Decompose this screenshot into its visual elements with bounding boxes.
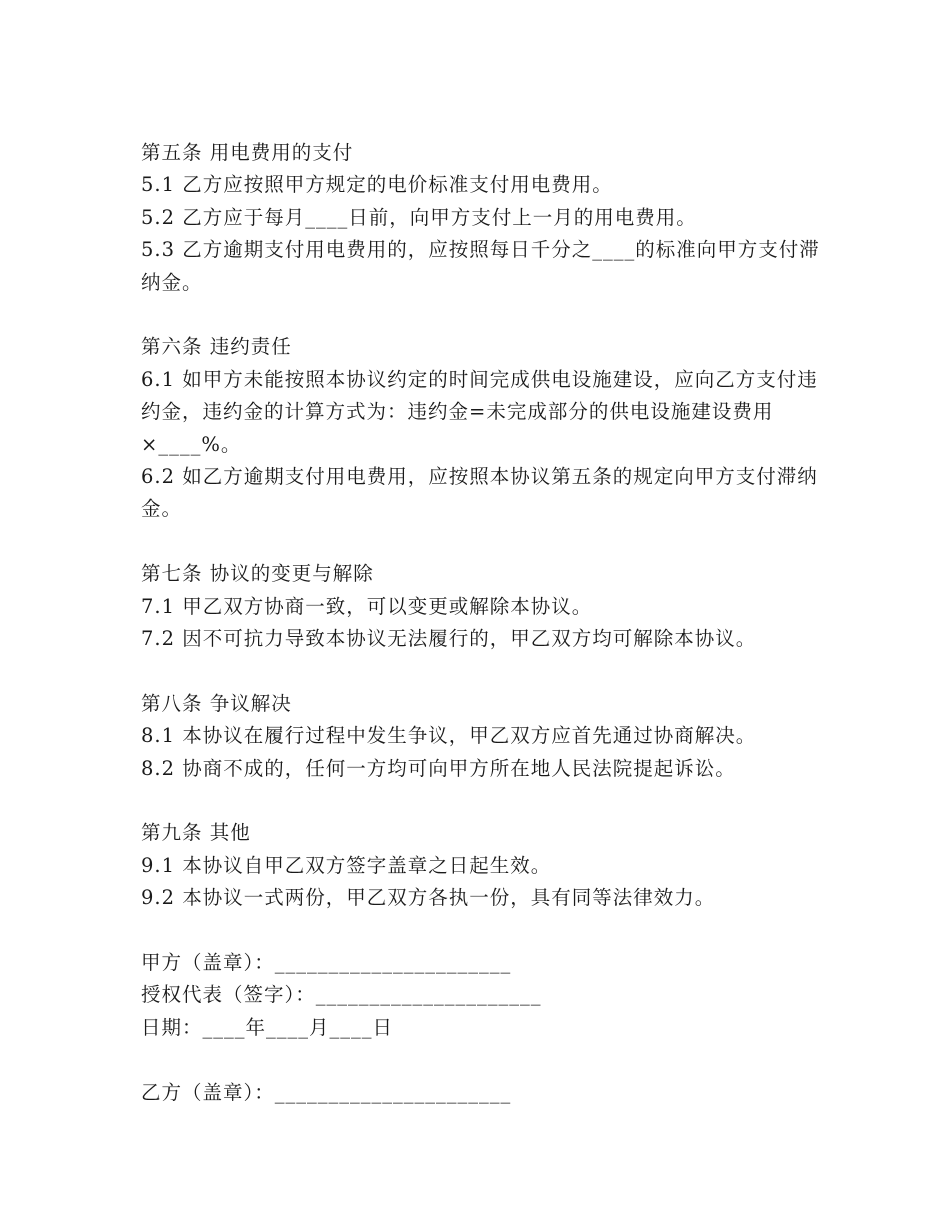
authorized-rep-field: 授权代表（签字）：_____________________ [141,983,542,1007]
article-5 [141,137,821,299]
article-6 [141,331,821,525]
clause-8-2: 8.2 协商不成的，任何一方均可向甲方所在地人民法院提起诉讼。 [141,756,736,780]
clause-7-1: 7.1 甲乙双方协商一致，可以变更或解除本协议。 [141,594,593,618]
article-heading: 第五条 用电费用的支付 [141,141,354,164]
clause-9-1: 9.1 本协议自甲乙双方签字盖章之日起生效。 [141,853,552,877]
clause-6-2: 6.2 如乙方逾期支付用电费用，应按照本协议第五条的规定向甲方支付滞纳金。 [141,465,818,521]
article-heading: 第七条 协议的变更与解除 [141,562,374,586]
clause-5-1: 5.1 乙方应按照甲方规定的电价标准支付用电费用。 [141,173,613,197]
party-b-signature-block [141,1077,821,1109]
clause-9-2: 9.2 本协议一式两份，甲乙双方各执一份，具有同等法律效力。 [141,886,716,910]
date-field: 日期：____年____月____日 [141,1015,394,1039]
party-b-seal-field: 乙方（盖章）：______________________ [141,1080,512,1104]
article-heading: 第九条 其他 [141,821,251,845]
clause-8-1: 8.1 本协议在履行过程中发生争议，甲乙双方应首先通过协商解决。 [141,724,757,748]
party-a-signature-block [141,947,821,1044]
article-heading: 第六条 违约责任 [141,335,292,359]
party-a-seal-field: 甲方（盖章）：______________________ [141,951,512,975]
article-7 [141,558,821,655]
clause-5-3: 5.3 乙方逾期支付用电费用的，应按照每日千分之____的标准向甲方支付滞纳金。 [141,238,820,294]
article-8 [141,688,821,785]
clause-5-2: 5.2 乙方应于每月____日前，向甲方支付上一月的用电费用。 [141,205,697,229]
clause-7-2: 7.2 因不可抗力导致本协议无法履行的，甲乙双方均可解除本协议。 [141,627,757,651]
article-heading: 第八条 争议解决 [141,691,292,715]
clause-6-1: 6.1 如甲方未能按照本协议约定的时间完成供电设施建设，应向乙方支付违约金，违约金的计算方式为：违约金=未完成部分的供电设施建设费用×____%。 [141,367,818,456]
document-body [141,137,821,1141]
article-9 [141,817,821,914]
